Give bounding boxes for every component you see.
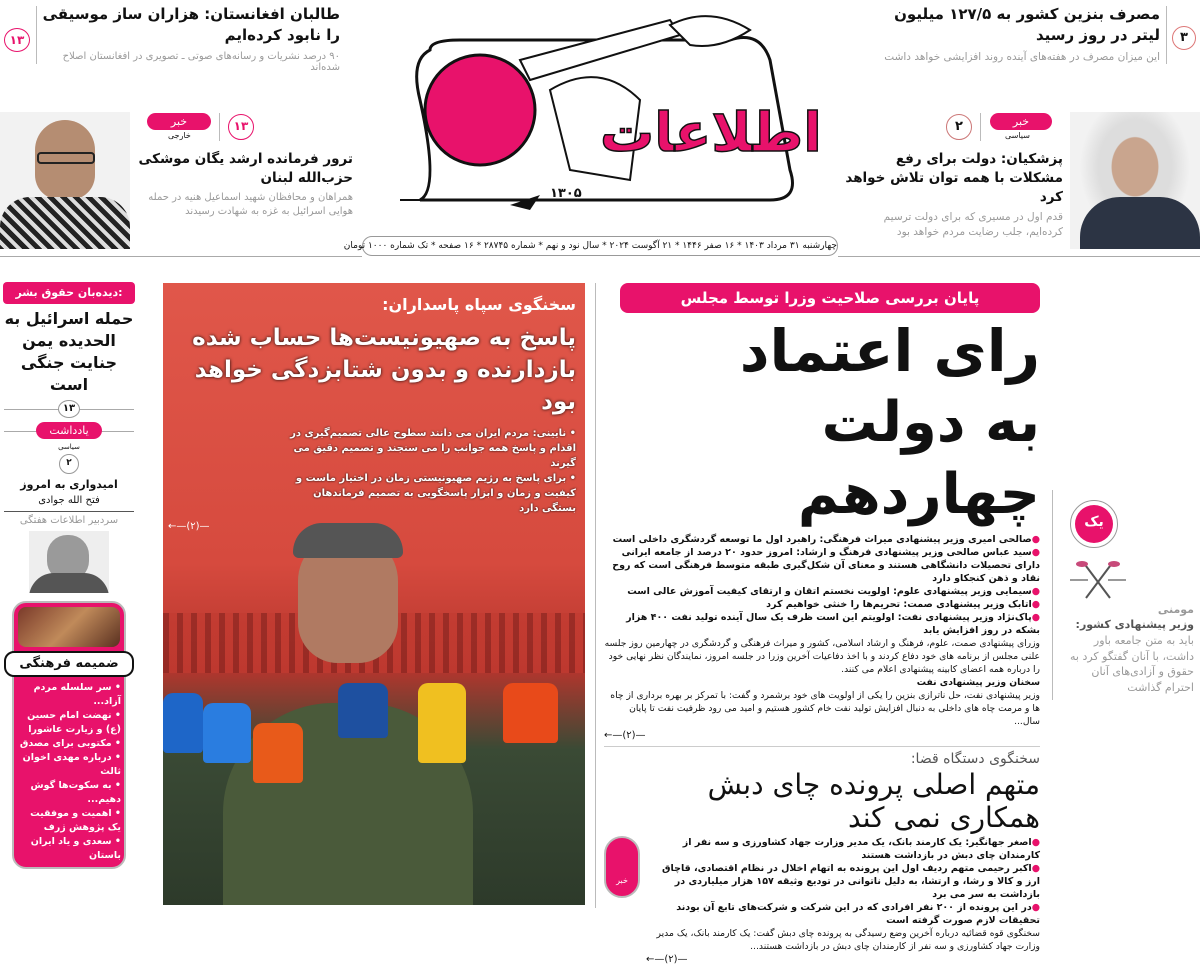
bullet: ●صالحی امیری وزیر پیشنهادی میراث فرهنگی: راهبرد اول ما توسعه گردشگری داخلی است — [612, 534, 1040, 545]
note-author-role: سردبیر اطلاعات هفتگی — [19, 515, 119, 526]
page-number-badge: ۱۳ — [58, 400, 80, 418]
headline: پزشکیان: دولت برای رفع مشکلات با همه توان تلاش خواهد کرد — [845, 151, 1063, 205]
body-text: وزیر پیشنهادی نفت، حل ناترازی بنزین را یکی از اولویت های خود برشمرد و گفت: با تمرکز بر بهره برداری از چاه ها و مرمت چاه های داخلی به دنبال افزایش تولید نفت خام کشور هستیم و امید می رود ظرفیت نفت تا پایان سال... — [610, 690, 1040, 727]
dabsh-headline-1[interactable]: متهم اصلی پرونده چای دبش — [707, 768, 1040, 801]
subtitle: این میزان مصرف در هفته‌های آینده روند افزایشی خواهد داشت — [884, 51, 1160, 63]
page-ref: ←—(۲)— — [604, 730, 646, 741]
bullet: • برای پاسخ به رژیم صهیونیستی زمان در اختیار ماست و کیفیت و زمان و ابزار پاسخگویی به تصمیم فرماندهان بستگی دارد — [295, 473, 576, 514]
irgc-text-block — [168, 294, 576, 534]
crutches-icon — [1068, 560, 1128, 600]
left-kicker: دیده‌بان حقوق بشر: — [3, 282, 135, 304]
main-story-body — [604, 533, 1040, 728]
irgc-bullets — [276, 426, 576, 516]
bullet: ●سید عباس صالحی وزیر پیشنهادی فرهنگ و ارشاد: امروز حدود ۲۰ درصد از جامعه ایرانی دارای تحصیلات دانشگاهی هستند و معنای آن شکل‌گیری طبقه متوسط فرهنگی است که روح نقاد و ذهن کنجکاو دارد — [612, 547, 1040, 584]
supplement-image — [18, 607, 120, 647]
subtitle: همراهان و محافظان شهید اسماعیل هنیه در حمله هوایی اسرائیل به غزه به شهادت رسیدند — [148, 192, 353, 217]
commander-photo — [0, 112, 130, 249]
subtitle: قدم اول در مسیری که برای دولت ترسیم کرده‌ایم، جلب رضایت مردم خواهد بود — [883, 211, 1063, 238]
page-number-badge: ۱۳ — [228, 114, 254, 140]
headline: مصرف بنزین کشور به ۱۲۷/۵ میلیون لیتر در روز رسید — [894, 5, 1160, 44]
dateline: چهارشنبه ۳۱ مرداد ۱۴۰۳ * ۱۶ صفر ۱۴۴۶ * ۲۱ آگوست ۲۰۲۴ * سال نود و نهم * شماره ۲۸۷۴۵ * ۱۶ صفحه * تک شماره ۱۰۰۰ تومان — [362, 236, 838, 256]
subtitle: ۹۰ درصد نشریات و رسانه‌های صوتی ـ تصویری در افغانستان اصلاح شده‌اند — [62, 51, 340, 73]
news-tag: خبر — [990, 113, 1052, 130]
microphone — [418, 683, 466, 763]
left-column — [2, 282, 136, 869]
quote-name: مومنی — [1157, 603, 1194, 616]
quote-role: وزیر پیشنهادی کشور: — [1075, 618, 1194, 631]
body-text: سخنگوی قوه قضائیه درباره آخرین وضع رسیدگی به پرونده چای دبش گفت: یک کارمند بانک، یک مدیر وزارت جهاد کشاورزی و سه نفر از کارمندان چای دبش در بازداشت هستند... — [656, 928, 1040, 952]
page-ref: ←—(۲)— — [168, 521, 210, 532]
masthead-logo — [370, 0, 830, 232]
note-author: فتح الله جوادی — [38, 495, 100, 506]
body-text: وزرای پیشنهادی صمت، علوم، فرهنگ و ارشاد اسلامی، کشور و میراث فرهنگی و گردشگری در چهارمین روز جلسه علنی مجلس از برنامه های خود دفاع کردند و با اخذ دفاعیات آخرین وزرا در جلسه امروز، نمایندگان نظر نهایی خود را درباره همه اعضای کابینه پیشنهادی اعلام می کنند. — [604, 638, 1040, 675]
supplement-item[interactable]: • به سکوت‌ها گوش دهیم... — [30, 780, 121, 805]
supplement-item[interactable]: • سعدی و یاد ایران باستان — [30, 836, 121, 861]
subhead: سخنان وزیر پیشنهادی نفت — [916, 677, 1040, 688]
pezeshkian-photo — [1070, 112, 1200, 249]
dabsh-headline-2[interactable]: همکاری نمی کند — [848, 801, 1040, 834]
microphone — [338, 683, 388, 738]
pezeshkian-story[interactable] — [845, 150, 1063, 240]
page-ref: ←—(۲)— — [646, 954, 688, 965]
yek-badge: یک — [1070, 500, 1118, 548]
supplement-list — [17, 681, 121, 863]
dabsh-story-body — [646, 836, 1040, 966]
bullet: • نایینی: مردم ایران می دانند سطوح عالی تصمیم‌گیری در اقدام و پاسخ همه جوانب را می سنجند و تصمیم دقیق می گیرند — [290, 428, 576, 469]
note-title[interactable]: امیدواری به امروز — [20, 478, 118, 491]
supplement-item[interactable]: • سر سلسله مردم آزاد... — [33, 682, 121, 707]
dabsh-kicker: سخنگوی دستگاه قضا: — [910, 751, 1040, 767]
irgc-headline-1[interactable]: پاسخ به صهیونیست‌ها حساب شده — [192, 325, 576, 351]
supplement-item[interactable]: • نهضت امام حسین (ع) و زیارت عاشورا — [27, 710, 121, 735]
microphone — [253, 723, 303, 783]
bullet: ●اتابک وزیر پیشنهادی صمت: تحریم‌ها را خنثی خواهیم کرد — [766, 599, 1040, 610]
main-headline-2[interactable]: به دولت چهاردهم — [797, 390, 1040, 527]
section-label: سیاسی — [1005, 131, 1030, 140]
bullet: ●اصغر جهانگیر: یک کارمند بانک، یک مدیر وزارت جهاد کشاورزی و سه نفر از کارمندان چای دبش در بازداشت هستند — [682, 837, 1040, 861]
momeni-quote[interactable] — [1060, 602, 1194, 695]
bullet: ●در این پرونده از ۲۰۰ نفر افرادی که در این شرکت و شرکت‌های تابع آن بودند تحقیقات لازم صورت گرفته است — [676, 902, 1040, 926]
page-number-badge: ۲ — [59, 454, 79, 474]
headline: طالبان افغانستان: هزاران ساز موسیقی را نابود کرده‌ایم — [42, 5, 340, 44]
page-number-badge: ۱۳ — [4, 28, 30, 52]
news-badge: خبر — [604, 836, 640, 898]
supplement-box[interactable] — [12, 601, 126, 869]
supplement-item[interactable]: • درباره مهدی اخوان ثالث — [22, 752, 121, 777]
supplement-item[interactable]: • اهمیت و موفقیت یک پژوهش ژرف — [30, 808, 121, 833]
founded-year: ۱۳۰۵ — [550, 186, 582, 201]
logo-text: اطلاعات — [600, 101, 822, 164]
microphone — [203, 703, 251, 763]
microphone — [163, 693, 203, 753]
main-column — [604, 283, 1040, 966]
quote-text: باید به متن جامعه باور داشت، با آنان گفتگو کرد به حقوق و آزادی‌های آنان احترام گذاشت — [1069, 634, 1194, 694]
irgc-kicker: سخنگوی سپاه پاسداران: — [382, 295, 576, 314]
microphone — [503, 683, 558, 743]
bullet: ●اکبر رحیمی متهم ردیف اول این پرونده به اتهام اخلال در نظام اقتصادی، قاچاق ارز و کالا و رشا، و ارتشا، به دلیل ناتوانی در تودیع وثیقه ۱۵۷ هزار میلیاردی در بازداشت به سر می برد — [662, 863, 1040, 900]
supplement-title: ضمیمه فرهنگی — [4, 651, 134, 677]
page-number-badge: ۲ — [946, 114, 972, 140]
note-tag: یادداشت — [36, 422, 102, 439]
note-section: سیاسی — [58, 443, 80, 451]
section-label: خارجی — [168, 131, 191, 140]
news-tag: خبر — [147, 113, 211, 130]
top-right-story[interactable] — [880, 4, 1160, 63]
supplement-item[interactable]: • مکتوبی برای مصدق — [19, 738, 121, 749]
irgc-headline-2[interactable]: بازدارنده و بدون شتابزدگی خواهد بود — [194, 357, 576, 415]
main-headline-1[interactable]: رای اعتماد — [739, 317, 1040, 385]
left-headline[interactable]: حمله اسرائیل به الحدیده یمن جنایت جنگی است — [4, 309, 134, 394]
author-photo — [29, 531, 109, 593]
main-banner: پایان بررسی صلاحیت وزرا توسط مجلس — [620, 283, 1040, 313]
headline: ترور فرمانده ارشد یگان موشکی حزب‌الله لبنان — [138, 151, 353, 186]
bullet: ●سیمایی وزیر پیشنهادی علوم: اولویت نخستم اتقان و ارتقای کیفیت آموزش عالی است — [627, 586, 1040, 597]
hezbollah-story[interactable] — [138, 150, 353, 219]
top-left-story[interactable] — [40, 4, 340, 73]
bullet: ●پاک‌نژاد وزیر پیشنهادی نفت: اولویتم این است ظرف یک سال آینده تولید نفت ۴۰۰ هزار بشکه در روز افزایش یابد — [626, 612, 1040, 636]
page-number-badge: ۳ — [1172, 26, 1196, 50]
